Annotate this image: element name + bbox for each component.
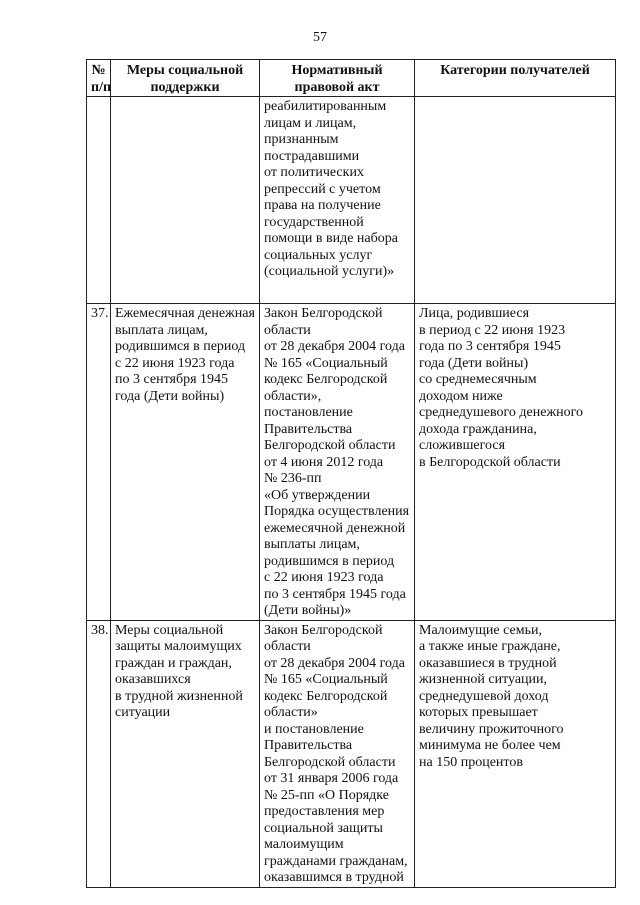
row-number: 37.: [87, 304, 111, 621]
text-line: от 4 июня 2012 года: [264, 454, 384, 470]
text-line: социальной защиты: [264, 820, 383, 836]
text-line: лицам и лицам,: [264, 115, 357, 131]
text-line: Белгородской области: [264, 438, 396, 453]
text-line: величину прожиточного: [419, 721, 564, 737]
text-line: от политических: [264, 165, 364, 180]
legal-act-cell: [260, 97, 415, 304]
text-line: оказавшиеся в трудной: [419, 655, 557, 671]
text-line: оказавшимся в трудной: [264, 870, 404, 885]
text-line: граждан и граждан,: [115, 655, 232, 671]
text-line: кодекс Белгородской: [264, 372, 388, 387]
categories-cell: [415, 304, 616, 621]
text-line: Белгородской области: [264, 754, 396, 770]
text-line: на 150 процентов: [419, 754, 523, 770]
text-line: родившимся в период: [115, 339, 246, 354]
text-line: года (Дети войны): [419, 355, 529, 371]
text-line: правовой акт: [294, 79, 380, 95]
text-line: признанным: [264, 132, 339, 147]
text-line: права на получение: [264, 198, 381, 213]
text-line: предоставления мер: [264, 804, 385, 819]
table-header-row: [87, 60, 616, 97]
text-line: от 28 декабря 2004 года: [264, 339, 405, 354]
text-line: от 31 января 2006 года: [264, 771, 399, 786]
text-line: № 165 «Социальный: [264, 355, 388, 371]
categories-cell: [415, 620, 616, 887]
text-line: пострадавшими: [264, 148, 360, 164]
header-measure: [111, 60, 260, 97]
text-line: реабилитированным: [264, 99, 387, 114]
text-line: минимума не более чем: [419, 738, 561, 753]
text-line: по 3 сентября 1945: [115, 372, 229, 387]
text-line: а также иные граждане,: [419, 639, 561, 654]
text-line: с 22 июня 1923 года: [264, 570, 384, 585]
header-act: [260, 60, 415, 97]
measure-cell: [111, 97, 260, 304]
text-line: (Дети войны)»: [264, 603, 352, 618]
text-line: доходом ниже: [419, 388, 503, 404]
text-line: области: [264, 322, 311, 338]
text-line: гражданами гражданам,: [264, 853, 408, 869]
text-line: Меры социальной: [126, 63, 244, 78]
text-line: Порядка осуществления: [264, 504, 410, 519]
text-line: Закон Белгородской: [264, 306, 383, 321]
text-line: социальных услуг: [264, 247, 373, 263]
text-line: выплаты лицам,: [264, 537, 360, 552]
text-line: от 28 декабря 2004 года: [264, 655, 405, 671]
text-line: репрессий с учетом: [264, 181, 381, 197]
text-line: в Белгородской области: [419, 454, 561, 470]
text-line: постановление: [264, 405, 353, 420]
text-line: защиты малоимущих: [115, 639, 242, 654]
text-line: в трудной жизненной: [115, 688, 243, 704]
text-line: малоимущим: [264, 837, 344, 852]
text-line: по 3 сентября 1945 года: [264, 586, 406, 602]
measure-cell: [111, 620, 260, 887]
text-line: Правительства: [264, 421, 353, 437]
text-line: области: [264, 639, 311, 654]
text-line: Лица, родившиеся: [419, 306, 530, 321]
text-line: государственной: [264, 214, 364, 230]
table-row: [87, 620, 616, 887]
table-row: [87, 97, 616, 304]
row-number: [87, 97, 111, 304]
text-line: которых превышает: [419, 705, 538, 720]
text-line: Правительства: [264, 738, 353, 753]
text-line: «Об утверждении: [264, 487, 371, 503]
text-line: жизненной ситуации,: [419, 672, 548, 687]
social-support-table: [86, 59, 616, 888]
text-line: выплата лицам,: [115, 322, 208, 338]
text-line: кодекс Белгородской: [264, 688, 388, 704]
text-line: дохода гражданина,: [419, 421, 537, 437]
text-line: Малоимущие семьи,: [419, 622, 542, 638]
legal-act-cell: [260, 304, 415, 621]
text-line: среднедушевого денежного: [419, 405, 584, 420]
measure-cell: [111, 304, 260, 621]
text-line: Ежемесячная денежная: [115, 306, 255, 321]
text-line: помощи в виде набора: [264, 231, 398, 246]
text-line: ситуации: [115, 705, 171, 720]
text-line: года по 3 сентября 1945: [419, 339, 561, 354]
text-line: сложившегося: [419, 438, 506, 453]
text-line: оказавшихся: [115, 672, 191, 687]
text-line: Закон Белгородской: [264, 622, 383, 638]
text-line: области»,: [264, 388, 322, 404]
text-line: с 22 июня 1923 года: [115, 355, 235, 371]
text-line: Нормативный: [291, 63, 383, 78]
row-number: 38.: [87, 620, 111, 887]
header-num: [87, 60, 111, 97]
text-line: №: [91, 63, 106, 78]
text-line: среднедушевой доход: [419, 688, 549, 704]
text-line: родившимся в период: [264, 553, 395, 569]
text-line: № 236-пп: [264, 471, 322, 486]
header-categories: [415, 60, 616, 97]
text-line: Меры социальной: [115, 622, 224, 638]
categories-cell: [415, 97, 616, 304]
text-line: и постановление: [264, 721, 364, 737]
text-line: года (Дети войны): [115, 388, 225, 404]
text-line: № 25-пп «О Порядке: [264, 787, 389, 803]
text-line: п/п: [91, 79, 112, 95]
text-line: ежемесячной денежной: [264, 520, 406, 536]
text-line: со среднемесячным: [419, 372, 537, 387]
text-line: области»: [264, 705, 318, 720]
text-line: (социальной услуги)»: [264, 264, 395, 279]
page-number: 57: [313, 30, 327, 45]
text-line: Категории получателей: [440, 63, 590, 78]
text-line: поддержки: [150, 79, 220, 95]
table-row: [87, 304, 616, 621]
legal-act-cell: [260, 620, 415, 887]
text-line: в период с 22 июня 1923: [419, 322, 566, 338]
text-line: № 165 «Социальный: [264, 672, 388, 687]
